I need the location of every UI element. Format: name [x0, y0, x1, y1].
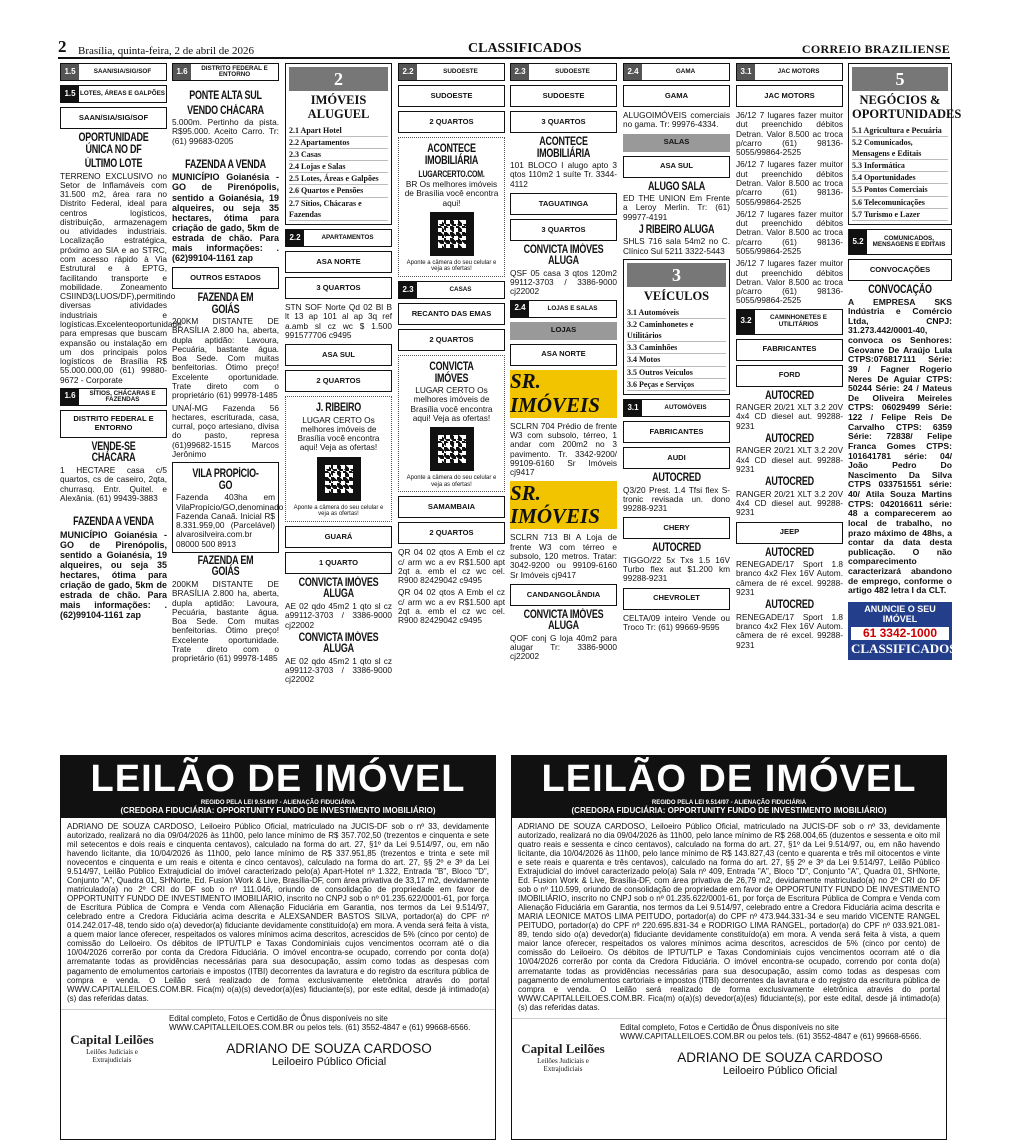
ad-body: 200KM DISTANTE DE BRASÍLIA 2.800 ha, aberta, dupla aptidão: Lavoura, Pecuária, bastante água. Boa Sede. Com muitas benfeitorias. Ótimo preço! Excelente oportunidade. Trate direto com o proprietário (61) 99978-1485 — [172, 316, 279, 401]
ad-title: CONVICTA IMÓVES — [429, 361, 474, 385]
tag-number: 2.4 — [511, 301, 529, 317]
auction-footer — [512, 1018, 946, 1081]
section-number: 5 — [852, 67, 948, 91]
section-list-item: 5.7 Turismo e Lazer — [852, 209, 948, 221]
classified-ad — [623, 182, 730, 222]
category-tag — [736, 63, 843, 81]
ad-body: LUGAR CERTO Os melhores imóveis de Brasília você encontra aqui! Veja as ofertas! — [297, 414, 380, 453]
subsection-header: OUTROS ESTADOS — [172, 267, 279, 289]
classified-ad — [623, 111, 730, 130]
category-tag — [510, 300, 617, 318]
subsection-header: SUDOESTE — [510, 85, 617, 107]
ad-title: CONVICTA IMÓVES ALUGA — [298, 576, 379, 601]
ad-body: RENEGADE/17 Sport 1.8 branco 4x2 Flex 16V Autom. câmera de ré excel. 99288-9231 — [736, 559, 843, 597]
section-list-item: 5.1 Agricultura e Pecuária — [852, 125, 948, 137]
section-list-item: 5.3 Informática — [852, 160, 948, 172]
subsection-header: JAC MOTORS — [736, 85, 843, 107]
section-list-item: 5.2 Comunicados, Mensagens e Editais — [852, 137, 948, 160]
subsection-header: SUDOESTE — [398, 85, 505, 107]
auction-header — [61, 756, 495, 818]
tag-number: 3.2 — [737, 310, 755, 334]
tag-number: 1.5 — [61, 64, 79, 80]
classified-ad — [623, 543, 730, 583]
ad-title: FAZENDA EM GOIÁS — [197, 292, 254, 316]
auction-notice — [511, 755, 947, 1140]
subsection-header: ASA NORTE — [510, 344, 617, 366]
ad-body: BR Os melhores imóveis de Brasília você encontra aqui! — [404, 179, 499, 208]
classified-ad — [736, 548, 843, 598]
ad-title: J RIBEIRO ALUGA — [638, 223, 715, 236]
tag-number: 2.2 — [399, 64, 417, 80]
ad-body: RANGER 20/21 XLT 3.2 20V 4x4 CD diesel aut. 99288-9231 — [736, 445, 843, 475]
ad-title: AUTOCRED — [652, 472, 701, 485]
ad-body: SCLRN 704 Prédio de frente W3 com subsolo, térreo, 1 andar com 200m2 no 3 pavimento. Tr. 3342-9200/ 99109-6160 Sr Imóveis cj9417 — [510, 420, 617, 478]
ad-body: ALUGOIMÓVEIS comerciais no gama. Tr: 99976-4334. — [623, 110, 730, 130]
subsection-header: SAAN/SIA/SIG/SOF — [60, 107, 167, 129]
ad-url: LUGARCERTO.COM. — [418, 169, 485, 179]
section-index — [285, 63, 392, 225]
ad-body: 200KM DISTANTE DE BRASÍLIA 2.800 ha, aberta, dupla aptidão: Lavoura, Pecuária, bastante água. Boa Sede. Com muitas benfeitorias. Ótimo preço! Excelente oportunidade. Trate direto com o proprietário (61) 99978-1485 — [172, 578, 279, 664]
tag-label: SUDOESTE — [443, 67, 478, 75]
classified-ad — [510, 137, 617, 189]
tag-number: 1.6 — [61, 389, 79, 405]
tag-number: 1.6 — [173, 64, 191, 80]
section-list-item: 2.2 Apartamentos — [289, 137, 388, 149]
category-tag — [285, 229, 392, 247]
subsection-header: SAMAMBAIA — [398, 496, 505, 518]
ad-body: ED THE UNION Em Frente a Leroy Merlin. Tr: (61) 99977-4191 — [623, 193, 730, 222]
section-index — [848, 63, 962, 225]
section-list-item: 3.3 Caminhões — [627, 342, 726, 354]
tag-number: 2.2 — [286, 230, 304, 246]
category-tag — [60, 85, 167, 103]
auction-contact — [608, 1023, 940, 1077]
qr-ad — [285, 396, 392, 522]
ad-body: RENEGADE/17 Sport 1.8 branco 4x2 Flex 16V Autom. câmera de ré excel. 99288-9231 — [736, 611, 843, 650]
subsection-header: FABRICANTES — [736, 339, 843, 361]
ad-body: AE 02 qdo 45m2 1 qto sl cz a99112-3703 / 3386-9000 cj22002 — [285, 655, 392, 685]
qr-code-icon[interactable] — [430, 212, 474, 256]
qr-ad — [398, 355, 505, 492]
auction-edital[interactable]: Edital completo, Fotos e Certidão de Ônus disponíveis no site WWW.CAPITALLEILOES.COM.BR ou pelos tels. (61) 3552-4847 e (61) 99668-6566. — [169, 1013, 471, 1033]
auctioneer-name: ADRIANO DE SOUZA CARDOSO — [226, 1040, 432, 1056]
ad-body: Fazenda 403ha em VilaPropício/GO,denominado Fazenda Canaã. Inicial R$ 8.331.959,00 (Parcelável) alvarosilveira.com.br 08000 500 8913 — [176, 492, 284, 549]
subsection-header: ASA SUL — [623, 156, 730, 178]
section-number: 3 — [627, 263, 726, 287]
auction-creditor: (CREDORA FIDUCIÁRIA: OPPORTUNITY FUNDO DE INVESTIMENTO IMOBILIÁRIO) — [120, 806, 436, 815]
ad-body: QR 04 02 qtos A Emb el cz c/ arm wc a ev R$1.500 apt 2qt a. emb el cz wc cel. R900 82429042 c9495 — [398, 587, 505, 626]
category-tag — [510, 63, 617, 81]
category-tag — [60, 63, 167, 81]
qr-ad — [398, 137, 505, 277]
qr-code-icon[interactable] — [317, 457, 361, 501]
column-8 — [848, 63, 962, 660]
auction-contact — [157, 1014, 489, 1068]
ad-body: TERRENO EXCLUSIVO no Setor de Inflamáveis com 31.500 m2, área rara no Distrito Federal, ideal para centros logísticos, distribuição, armazenagem ou atividades industriais. Localização estratégica, próximo ao SIA e ao STRC, com acesso rápido à Via Estrutural e à EPTG, facilitando transporte e mobilidade. Zoneamento CSIIND3(LUOS/DF),permitindo diversas atividades industriais e logísticas.Excelenteoportunidade para empresas que buscam expansão ou instalação em um dos principais polos logísticos de Brasília R$ 55.000.000,00 (61) 99880-9672 - Corporate — [60, 170, 182, 385]
auction-creditor: (CREDORA FIDUCIÁRIA: OPPORTUNITY FUNDO DE INVESTIMENTO IMOBILIÁRIO) — [571, 806, 887, 815]
classified-ad — [623, 614, 730, 633]
auction-title: LEILÃO DE IMÓVEL — [541, 758, 917, 800]
tag-label: CASAS — [449, 285, 472, 293]
ad-title: VENDO CHÁCARA — [187, 104, 264, 117]
tag-number: 1.5 — [61, 86, 79, 102]
ad-title: FAZENDA A VENDA — [185, 158, 266, 171]
ad-title: PONTE ALTA SUL — [189, 90, 262, 102]
subsection-header: FORD — [736, 365, 843, 387]
advertise-phone: 61 3342-1000 — [851, 627, 949, 640]
column-5 — [510, 63, 617, 665]
ad-body: 1 HECTARE casa c/5 quartos, cs de caseiro, 2qta, churrasq. Entr. Quitel. e Alexânia. (61) 99439-3883 — [60, 464, 167, 503]
ad-body: CELTA/09 inteiro Vende ou Troco Tr: (61) 99669-9595 — [623, 612, 730, 632]
column-1 — [60, 63, 182, 623]
ad-title: AUTOCRED — [765, 432, 814, 445]
tag-label: CAMINHONETES E UTILITÁRIOS — [769, 314, 828, 328]
newspaper-name: CORREIO BRAZILIENSE — [801, 42, 950, 56]
ad-title: AUTOCRED — [765, 476, 814, 489]
subsection-header: TAGUATINGA — [510, 193, 617, 215]
auction-title: LEILÃO DE IMÓVEL — [90, 758, 466, 800]
ad-body: RANGER 20/21 XLT 3.2 20V 4x4 CD diesel aut. 99288-9231 — [736, 488, 843, 518]
section-list — [289, 125, 388, 222]
section-list-item: 3.4 Motos — [627, 354, 726, 366]
tag-number: 2.3 — [399, 282, 417, 298]
subsection-header: CHERY — [623, 517, 730, 539]
classified-ad — [285, 578, 392, 630]
category-tag — [398, 281, 505, 299]
ad-body: TIGGO/22 5x Txs 1.5 16V Turbo flex aut $1.200 km 99288-9231 — [623, 554, 730, 584]
subsection-header: SALAS — [623, 134, 730, 152]
section-list-item: 2.1 Apart Hotel — [289, 125, 388, 137]
logo-subtitle: Leilões Judiciais e Extrajudiciais — [86, 1047, 138, 1064]
qr-caption: Aponte a câmera do seu celular e veja as ofertas! — [406, 475, 497, 488]
ad-title: AUTOCRED — [652, 542, 701, 555]
section-list-item: 3.2 Caminhonetes e Utilitários — [627, 319, 726, 342]
ad-body: AE 02 qdo 45m2 1 qto sl cz a99112-3703 / 3386-9000 cj22002 — [285, 600, 392, 630]
section-list-item: 5.5 Pontos Comerciais — [852, 184, 948, 196]
category-tag — [398, 63, 505, 81]
ad-body: LUGAR CERTO Os melhores imóveis de Brasília você encontra aqui! Veja as ofertas! — [410, 385, 493, 423]
page-number: 2 — [58, 37, 67, 56]
subsection-header: GAMA — [623, 85, 730, 107]
section-list-item: 3.6 Peças e Serviços — [627, 379, 726, 391]
section-title: VEÍCULOS — [643, 288, 710, 303]
ad-title: FAZENDA EM GOIÁS — [197, 554, 254, 579]
auctioneer-title: Leiloeiro Público Oficial — [722, 1064, 838, 1077]
ad-body: QSF 05 casa 3 qtos 120m2 99112-3703 / 3386-9000 cj22002 — [510, 267, 617, 297]
tag-label: GAMA — [675, 67, 696, 75]
classified-ad — [736, 210, 843, 256]
ad-title: CONVICTA IMÓVES ALUGA — [523, 608, 604, 633]
ad-body: J6/12 7 lugares fazer muitor dut preenchido débitos Detran. Valor 8.500 ac troca p/carro (61) 98136-5055/99864-2525 — [736, 208, 843, 256]
tag-label: APARTAMENTOS — [321, 233, 374, 241]
subsection-header: CONVOCAÇÕES — [848, 259, 952, 281]
ad-title: CONVICTA IMÓVES ALUGA — [523, 243, 604, 268]
subsection-header: ASA NORTE — [285, 251, 392, 273]
auction-header — [512, 756, 946, 818]
subsection-header: FABRICANTES — [623, 421, 730, 443]
ad-body: SCLRN 713 Bl A Loja de frente W3 com térreo e subsolo, 120 metros. Tratar: 3042-9200 ou 99109-6160 Sr Imóveis cj9417 — [510, 532, 617, 580]
classified-ad — [398, 548, 505, 585]
ad-title: CONVOCAÇÃO — [868, 284, 932, 296]
ad-title: ÚLTIMO LOTE — [84, 158, 143, 170]
subsection-header: DISTRITO FEDERAL E ENTORNO — [60, 410, 167, 438]
auction-footer — [61, 1009, 495, 1072]
classified-ad — [285, 633, 392, 685]
ad-body: RANGER 20/21 XLT 3.2 20V 4x4 CD diesel aut. 99288-9231 — [736, 402, 843, 431]
section-title: IMÓVEIS ALUGUEL — [307, 93, 370, 121]
classified-ad — [510, 533, 617, 579]
subsection-header: 2 QUARTOS — [285, 370, 392, 392]
classified-ad — [736, 434, 843, 474]
section-list-item: 5.4 Oportunidades — [852, 172, 948, 184]
tag-label: JAC MOTORS — [777, 67, 820, 75]
ad-body: STN SOF Norte Qd 02 Bl B lt 13 ap 101 al ap 3q ref a.amb sl cz wc $ 1.500 991577706 c9495 — [285, 302, 392, 340]
classified-ad — [172, 462, 284, 553]
column-2 — [172, 63, 284, 666]
logo-name: Capital Leilões — [521, 1040, 605, 1056]
ad-title: FAZENDA A VENDA — [73, 516, 154, 529]
ad-title: J. RIBEIRO — [315, 402, 362, 415]
subsection-header: LOJAS — [510, 322, 617, 340]
tag-label: LOTES, ÁREAS E GALPÕES — [79, 89, 166, 97]
section-index — [623, 259, 730, 395]
ad-body: J6/12 7 lugares fazer muitor dut preenchido débitos Detran. Valor 8.500 ac troca p/carro (61) 98136-5055/99864-2525 — [736, 159, 843, 207]
tag-number: 3.1 — [624, 400, 642, 416]
subsection-header: AUDI — [623, 447, 730, 469]
classified-ad — [736, 600, 843, 650]
section-list-item: 3.1 Automóveis — [627, 307, 726, 319]
subsection-header: 3 QUARTOS — [510, 219, 617, 241]
category-tag — [60, 388, 167, 406]
classified-ad — [172, 556, 279, 664]
classified-ad — [736, 160, 843, 206]
qr-caption: Aponte a câmera do seu celular e veja as ofertas! — [406, 259, 497, 273]
classified-ad — [172, 160, 279, 263]
ad-title: AUTOCRED — [765, 546, 814, 559]
tag-label: SÍTIOS, CHÁCARAS E FAZENDAS — [89, 389, 156, 403]
tag-number: 5.2 — [849, 230, 867, 254]
ad-body: A EMPRESA SKS Indústria e Comércio Ltda, CNPJ: 31.273.442/0001-40, convoca os Senhores: Geovane De Araújo Lula CTPS:076817111 Série: 39 / Fagner Rogerio Neres De Aguiar CTPS: 50244 Série: 24 / Mateus De Oliveira Meireles CTPS: 06029499 Série: 122 / Felipe Reis De Carvalho CTPS: 6359 Série: 72838/ Felipe Franca Gomes CTPS: 101641781 série: 04/ João Pedro Do Nascimento Da Silva CTPS 033751551 série: 40/ Atila Souza Martins CTPS: 042016611 série: 48 a comparecerem ao local de trabalho, no prazo máximo de 48hs, a contar da data desta publicação. O não comparecimento caracterizará abandono de emprego, conforme o artigo 482 letra I da CLT. — [848, 296, 952, 596]
ad-title: ACONTECE IMOBILIÁRIA — [424, 143, 479, 167]
tag-number: 2.4 — [624, 64, 642, 80]
sr-imoveis-logo: SR. IMÓVEIS — [510, 481, 617, 529]
classified-ad — [60, 442, 167, 503]
logo-name: Capital Leilões — [70, 1031, 154, 1047]
tag-label: LOJAS E SALAS — [547, 304, 598, 312]
classified-ad — [736, 259, 843, 305]
section-list-item: 5.6 Telecomunicações — [852, 197, 948, 209]
category-tag — [848, 229, 952, 255]
column-6 — [623, 63, 730, 635]
advertise-label: CLASSIFICADOS — [851, 641, 957, 657]
ad-body: Q3/20 Prest. 1.4 Tfsi flex S-tronic revisada un. dono 99288-9231 — [623, 484, 730, 514]
subsection-header: GUARÁ — [285, 526, 392, 548]
ad-title: OPORTUNIDADE ÚNICA NO DF — [78, 132, 149, 156]
category-tag — [736, 309, 843, 335]
ad-body: J6/12 7 lugares fazer muitor dut preenchido débitos Detran. Valor 8.500 ac troca p/carro (61) 98136-5055/99864-2525 — [736, 110, 843, 158]
ad-body: MUNICÍPIO Goianésia - GO de Pirenópolis, sentido a Goianésia, 19 alqueires, ou seja 35 hectares, ótima para criação de gado, 5km de estrada de chão. Para mais informações: . (62)99104-1161 zap — [60, 529, 167, 621]
section-list-item: 2.4 Lojas e Salas — [289, 161, 388, 173]
section-list-item: 2.3 Casas — [289, 149, 388, 161]
section-list-item: 2.6 Quartos e Pensões — [289, 185, 388, 197]
subsection-header: 1 QUARTO — [285, 552, 392, 574]
auction-body: ADRIANO DE SOUZA CARDOSO, Leiloeiro Público Oficial, matriculado na JUCIS-DF sob o nº 33, devidamente autorizado, realizará no dia 09/04/2026 às 11h00, pelo lance mínimo de R$ 268.004,65 (duzentos e sessenta e oito mil quatro reais e sessenta e cinco centavos), calculado na forma do art. 27, §1º da Lei 9.514/97, ou, em não havendo licitante, dia 10/04/2026 às 11h00, pelo lance mínimo de R$ 143.827,43 (cento e quarenta e três mil oitocentos e vinte e sete reais e quarenta e três centavos), calculado na forma do art. 27, §§ 2º e 3º da Lei 9.514/97, Leilão Público Extrajudicial do imóvel caracterizado pelo(a) Sala nº 409, Entrada "A", Bloco "D", Conjunto "A", Quadra 01, SHNorte, Ed. Fusion Work & Live, Brasília-DF, com área privativa de 26,79 m2, devidamente matriculado(a) no 2º CRI do DF sob o nº 110.599, oriundo de consolidação de propriedade em favor de OPPORTUNITY FUNDO DE INVESTIMENTO IMOBILIÁRIO, inscrito no CNPJ sob o nº 01.235.622/0001-61, por força de Escritura Pública de Compra e Venda com Alienação Fiduciária em Garantia, nos termos da Lei 9.514/97, celebrado entre a Credora Fiduciária acima descrita e MARIA LEONICE MATOS LIMA PEITUDO, portador(a) do CPF nº 473.944.331-34 e seu marido VICENTE RANGEL PEITUDO, portador(a) do CPF nº 220.695.831-34 e RODRIGO LIMA RANGEL, portador(a) do CPF nº 033.921.081-89, tendo sido o(a) devedor(a) fiduciante devidamente constituído(a) em mora. A venda será feita à vista, a quem maior lance oferecer, respeitados os valores mínimos acima descritos, acrescidos de 5% (cinco por cento) de comissão do Leiloeiro. Os débitos de IPTU/TLP e Taxas Condominiais cujos vencimentos ocorram até o dia 10/04/2026 correrão por conta da Credora Fiduciária. O imóvel encontra-se ocupado, correndo por conta do(a) arrematante todas as providências necessárias para sua desocupação, assim como todas as despesas com pagamento de emolumentos cartoriais e impostos (ITBI) decorrentes da lavratura e do registro da escritura pública de compra e venda. O Leilão será realizado de forma exclusivamente eletrônica através do portal WWW.CAPITALLEILOES.COM.BR. Fica(m) o(a)(s) devedor(a)(es) fiduciante(s), por este edital, desde já intimado(a)(s) das referidas datas. — [518, 822, 940, 1012]
auction-subtitle: REGIDO PELA LEI 9.514/97 - ALIENAÇÃO FIDUCIÁRIA — [651, 800, 807, 806]
column-3 — [285, 63, 392, 688]
ad-body: QOF conj G loja 40m2 para alugar Tr: 3386-9000 cj22002 — [510, 632, 617, 662]
auctioneer-name: ADRIANO DE SOUZA CARDOSO — [677, 1049, 883, 1065]
subsection-header: 3 QUARTOS — [285, 277, 392, 299]
classified-ad — [623, 225, 730, 256]
classified-ad — [398, 588, 505, 625]
classified-ad — [848, 285, 952, 596]
ad-title: VILA PROPÍCIO-GO — [192, 468, 259, 492]
subsection-header: 3 QUARTOS — [510, 111, 617, 133]
column-7 — [736, 63, 843, 653]
classified-ad — [623, 473, 730, 513]
subsection-header: RECANTO DAS EMAS — [398, 303, 505, 325]
auction-notice — [60, 755, 496, 1140]
ad-body: 101 BLOCO I alugo apto 3 qtos 110m2 1 suíte Tr. 3344-4112 — [510, 160, 617, 189]
advertise-banner[interactable] — [848, 602, 957, 660]
classified-ad — [285, 303, 392, 340]
tag-label: DISTRITO FEDERAL E ENTORNO — [201, 64, 268, 78]
auction-edital[interactable]: Edital completo, Fotos e Certidão de Ônus disponíveis no site WWW.CAPITALLEILOES.COM.BR ou pelos tels. (61) 3552-4847 e (61) 99668-6566. — [620, 1022, 922, 1042]
capital-leiloes-logo — [518, 1023, 608, 1073]
classified-ad — [60, 132, 182, 385]
issue-date: Brasília, quinta-feira, 2 de abril de 2026 — [78, 45, 254, 57]
subsection-header: ASA SUL — [285, 344, 392, 366]
section-number: 2 — [289, 67, 388, 91]
section-list-item: 3.5 Outros Veículos — [627, 367, 726, 379]
classified-ad — [172, 293, 279, 401]
column-4 — [398, 63, 505, 629]
tag-label: AUTOMÓVEIS — [664, 403, 707, 411]
auctioneer-title: Leiloeiro Público Oficial — [271, 1055, 387, 1068]
classified-ad — [736, 391, 843, 431]
classified-ad — [60, 517, 167, 620]
section-title: NEGÓCIOS & OPORTUNIDADES — [852, 93, 962, 121]
classified-ad — [510, 422, 617, 478]
category-tag — [172, 63, 279, 81]
category-tag — [623, 399, 730, 417]
ad-body: MUNICÍPIO Goianésia - GO de Pirenópolis, sentido a Goianésia, 19 alqueires, ou seja 35 hectares, ótima para criação de gado, 5km de estrada de chão. Para mais informações: . (62)99104-1161 zap — [172, 172, 279, 263]
classified-ad — [172, 91, 279, 146]
ad-title: CONVICTA IMÓVES ALUGA — [298, 631, 379, 656]
ad-title: AUTOCRED — [765, 389, 814, 402]
classified-ad — [510, 245, 617, 297]
ad-body: 5.000m. Pertinho da pista. R$95.000. Aceito Carro. Tr: (61) 99683-0205 — [172, 117, 279, 146]
subsection-header: CANDANGOLÂNDIA — [510, 584, 617, 606]
advertise-headline: ANUNCIE O SEU IMÓVEL — [864, 603, 936, 624]
auction-subtitle: REGIDO PELA LEI 9.514/97 - ALIENAÇÃO FIDUCIÁRIA — [200, 800, 356, 806]
category-tag — [623, 63, 730, 81]
classified-ad — [510, 610, 617, 662]
classified-ad — [736, 111, 843, 157]
subsection-header: CHEVROLET — [623, 588, 730, 610]
subsection-header: 2 QUARTOS — [398, 522, 505, 544]
ad-title: ALUGO SALA — [648, 180, 705, 193]
section-list — [627, 307, 726, 391]
tag-label: SUDOESTE — [555, 67, 590, 75]
subsection-header: JEEP — [736, 522, 843, 544]
sr-imoveis-logo: SR. IMÓVEIS — [510, 370, 617, 418]
ad-body: J6/12 7 lugares fazer muitor dut preenchido débitos Detran. Valor 8.500 ac troca p/carro (61) 98136-5055/99864-2525 — [736, 258, 843, 306]
ad-title: ACONTECE IMOBILIÁRIA — [536, 136, 591, 160]
qr-caption: Aponte a câmera do seu celular e veja as ofertas! — [293, 504, 384, 518]
tag-label: COMUNICADOS, MENSAGENS E EDITAIS — [872, 234, 946, 248]
classified-ad — [172, 404, 279, 460]
ad-title: AUTOCRED — [765, 599, 814, 612]
tag-number: 2.3 — [511, 64, 529, 80]
section-list — [852, 125, 948, 222]
ad-body: UNAÍ-MG Fazenda 56 hectares, escriturada, casa, curral, poço artesiano, divisa do pasto, represa (61)99682-1515 Marcos Jerônimo — [172, 402, 279, 459]
ad-body: QR 04 02 qtos A Emb el cz c/ arm wc a ev R$1.500 apt 2qt a. emb el cz wc cel. R900 82429042 c9495 — [398, 547, 505, 586]
section-list-item: 2.5 Lotes, Áreas e Galpões — [289, 173, 388, 185]
subsection-header: 2 QUARTOS — [398, 111, 505, 133]
subsection-header: 2 QUARTOS — [398, 329, 505, 351]
masthead — [58, 37, 950, 59]
classified-ad — [736, 477, 843, 517]
tag-label: SAAN/SIA/SIG/SOF — [93, 67, 152, 75]
ad-body: SHLS 716 sala 54m2 no C. Clínico Sul 5211 3322-5443 — [623, 236, 730, 256]
tag-number: 3.1 — [737, 64, 755, 80]
section-list-item: 2.7 Sítios, Chácaras e Fazendas — [289, 198, 388, 221]
capital-leiloes-logo — [67, 1014, 157, 1064]
section-title: CLASSIFICADOS — [468, 41, 582, 56]
auction-body: ADRIANO DE SOUZA CARDOSO, Leiloeiro Público Oficial, matriculado na JUCIS-DF sob o nº 33, devidamente autorizado, realizará no dia 09/04/2026 às 11h00, pelo lance mínimo de R$ 357.702,50 (trezentos e cinquenta e sete mil setecentos e dois reais e cinquenta centavos), calculado na forma do art. 27, §1º da Lei 9.514/97, ou, em não havendo licitante, dia 10/04/2026 às 11h00, pelo lance mínimo de R$ 337.951,85 (trezentos e trinta e sete mil novecentos e cinquenta e um reais e oitenta e cinco centavos), calculado na forma do art. 27, §§ 2º e 3º da Lei 9.514/97, Leilão Público Extrajudicial do imóvel caracterizado pelo(a) Apart-Hotel nº 1.322, Entrada "B", Bloco "D", Conjunto "A", Quadra 01, SHNorte, Ed. Fusion Work & Live, Brasília-DF, com área privativa de 33,17 m2, devidamente matriculado(a) no 2º CRI do DF sob o nº 111.046, oriundo de consolidação de propriedade em favor de OPPORTUNITY FUNDO DE INVESTIMENTO IMOBILIÁRIO, inscrito no CNPJ sob o nº 01.235.622/0001-61, por força de Escritura Pública de Compra e Venda com Alienação Fiduciária em Garantia, nos termos da Lei 9.514/97, celebrado entre a Credora Fiduciária acima descrita e ALEXSANDER BASTOS SILVA, portador(a) do CPF nº 014.242.017-48, tendo sido o(a) devedor(a) fiduciante devidamente constituído(a) em mora. A venda será feita à vista, a quem maior lance oferecer, respeitados os valores mínimos acima descritos, acrescidos de 5% (cinco por cento) de comissão do Leiloeiro. Os débitos de IPTU/TLP e Taxas Condominiais cujos vencimentos ocorram até o dia 10/04/2026 correrão por conta da Credora Fiduciária. O imóvel encontra-se ocupado, correndo por conta do(a) arrematante todas as providências necessárias para sua desocupação, assim como todas as despesas com pagamento de emolumentos cartoriais e impostos (ITBI) decorrentes da lavratura e do registro da escritura pública de compra e venda. O Leilão será realizado de forma exclusivamente eletrônica através do portal WWW.CAPITALLEILOES.COM.BR. Fica(m) o(a)(s) devedor(a)(es) fiduciante(s), por este edital, desde já intimado(a)(s) das referidas datas. — [67, 822, 489, 1003]
logo-subtitle: Leilões Judiciais e Extrajudiciais — [537, 1056, 589, 1073]
ad-title: VENDE-SE CHÁCARA — [91, 440, 136, 465]
qr-code-icon[interactable] — [430, 427, 474, 471]
